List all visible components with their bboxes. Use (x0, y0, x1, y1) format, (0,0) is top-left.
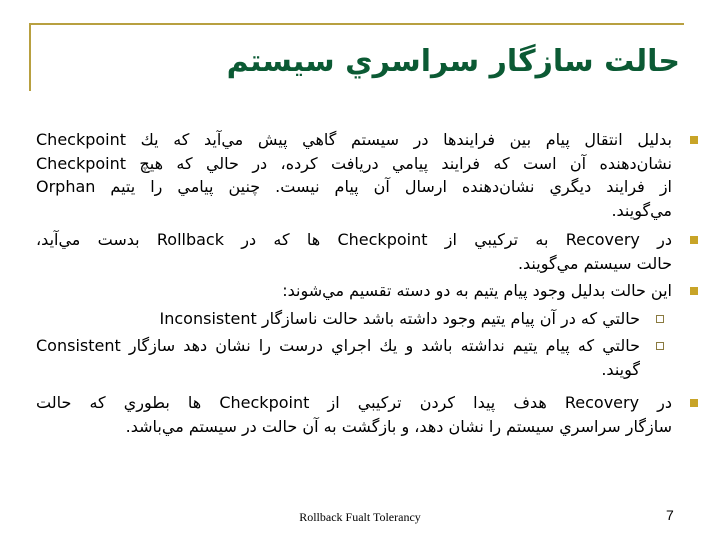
sub-bullet-item (36, 307, 698, 331)
title-top-rule (30, 23, 684, 25)
bullet-text-line: اين حالت بدليل وجود پيام يتيم به دو دسته تقسيم مي‌شوند: (282, 281, 672, 300)
hollow-square-bullet-icon (656, 342, 664, 350)
square-bullet-icon (690, 136, 698, 144)
bullet-text-line: گويند. (601, 359, 640, 379)
bullet-text-line: حالتي كه پيام يتيم نداشته باشد و يك اجراي درست را نشان دهد سازگار Consistent (36, 336, 640, 355)
bullet-item (36, 228, 698, 275)
bullet-text-line: در Recovery به تركيبي از Checkpoint ها كه در Rollback بدست مي‌آيد، (36, 230, 673, 249)
square-bullet-icon (690, 287, 698, 295)
bullet-item (36, 279, 698, 303)
bullet-text-line: حالتي كه در آن پيام يتيم وجود داشته باشد حالت ناسازگار Inconsistent (159, 308, 640, 328)
square-bullet-icon (690, 236, 698, 244)
bullet-text-line: از فرايند ديگري نشان‌دهنده ارسال آن پيام نيست. چنين پيامي را يتيم Orphan (36, 177, 672, 196)
bullet-text-line: حالت سيستم مي‌گويند. (517, 253, 672, 273)
slide-title: حالت سازگار سراسري سيستم (226, 44, 680, 79)
bullet-text-line: در Recovery هدف پيدا كردن تركيبي از Checkpoint ها بطوري كه حالت (36, 393, 673, 412)
bullet-text-line: بدليل انتقال پيام بين فرايندها در سيستم گاهي پيش مي‌آيد كه يك Checkpoint (36, 130, 672, 149)
square-bullet-icon (690, 399, 698, 407)
sub-bullet-item (36, 334, 698, 381)
page-number: 7 (666, 507, 674, 523)
bullet-item (36, 128, 698, 222)
slide-footer: Rollback Fualt Tolerancy (299, 510, 421, 524)
bullet-text-line: سازگار سراسري سيستم را نشان دهد، و بازگشت به آن حالت در سيستم مي‌باشد. (125, 416, 672, 436)
bullet-item (36, 391, 698, 438)
hollow-square-bullet-icon (656, 315, 664, 323)
bullet-text-line: نشان‌دهنده آن است كه فرايند پيامي دريافت كرده، در حالي كه هيچ Checkpoint (36, 153, 672, 173)
bullet-list (36, 128, 698, 442)
title-left-rule (29, 23, 31, 91)
bullet-text-line: مي‌گويند. (611, 200, 672, 220)
